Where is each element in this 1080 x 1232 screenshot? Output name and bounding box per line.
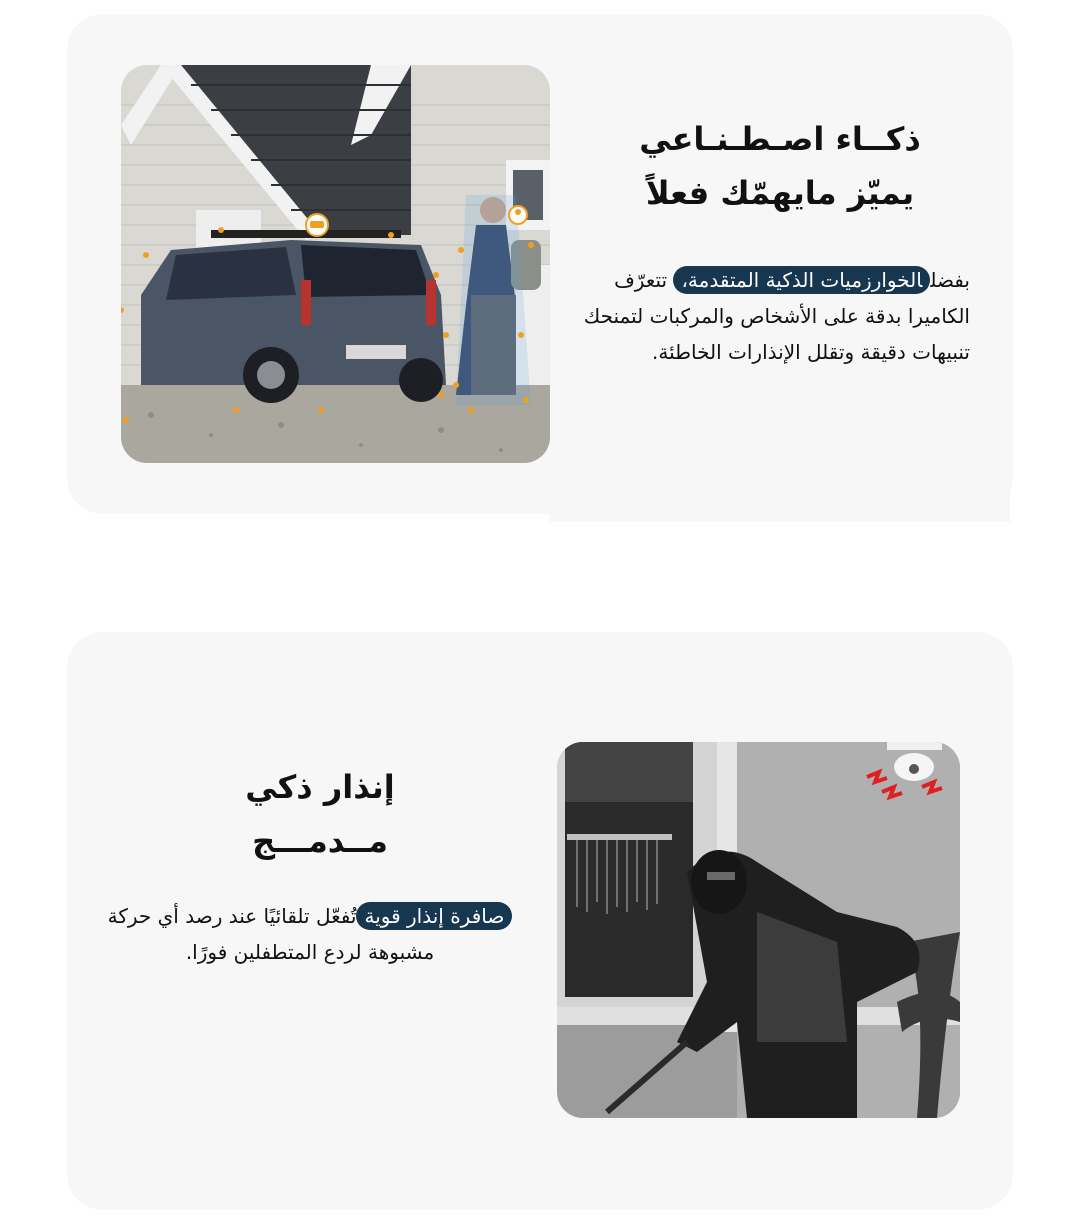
ai-body-rest: تتعرّف الكاميرا بدقة على الأشخاص والمركبات لتمنحك تنبيهات دقيقة وتقلل الإنذارات الخاطئة. [583,268,970,364]
person-detection-icon [509,206,527,224]
alarm-title-line2: مــدمـــج [252,822,388,860]
ai-section-description [580,262,970,370]
intruder-photo [557,742,960,1118]
alarm-section-title [160,760,480,868]
ai-card-extension [550,480,1010,522]
ai-title-line2: يميّز مايهمّك فعلاً [645,174,915,212]
car-detection-icon [306,214,328,236]
alarm-title-line1: إنذار ذكي [245,768,395,806]
ai-title-line1: ذكــاء اصـطـنـاعي [639,120,921,158]
ai-body-prefix: بفضل [930,268,970,292]
house-car-person-photo [121,65,550,463]
alarm-body-highlight: صافرة إنذار قوية [356,902,512,930]
ai-section-title [590,112,970,220]
ai-body-highlight: الخوارزميات الذكية المتقدمة، [673,266,930,294]
alarm-body-rest: تُفعّل تلقائيًا عند رصد أي حركة مشبوهة لردع المتطفلين فورًا. [107,904,435,964]
alarm-section-description [95,898,525,970]
